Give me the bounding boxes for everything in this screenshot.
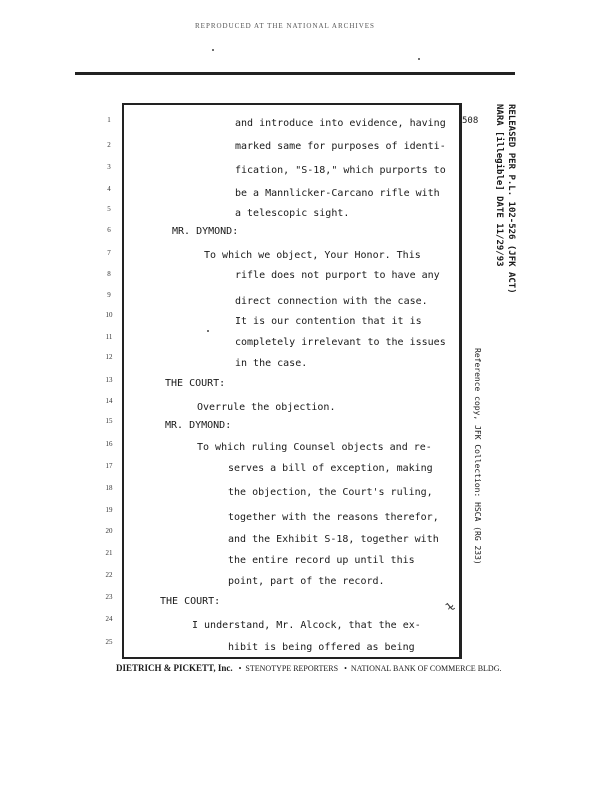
footer-services: STENOTYPE REPORTERS: [245, 664, 339, 673]
transcript-line: I understand, Mr. Alcock, that the ex-: [192, 620, 421, 631]
top-rule: [75, 72, 515, 75]
line-number: 5: [107, 205, 111, 213]
line-number: 19: [105, 506, 113, 514]
speck: [418, 58, 420, 60]
line-number: 9: [107, 291, 111, 299]
line-number: 11: [105, 333, 113, 341]
line-number: 6: [107, 226, 111, 234]
transcript-line: the objection, the Court's ruling,: [228, 487, 433, 498]
line-number: 8: [107, 270, 111, 278]
transcript-line: MR. DYMOND:: [172, 226, 239, 237]
footer: DIETRICH & PICKETT, Inc. • STENOTYPE REPORTERS • NATIONAL BANK OF COMMERCE BLDG.: [116, 663, 502, 673]
transcript-line: THE COURT:: [160, 596, 221, 607]
transcript-line: the entire record up until this: [228, 555, 415, 566]
transcript-line: completely irrelevant to the issues: [235, 337, 446, 348]
line-number: 22: [105, 571, 113, 579]
line-number: 20: [105, 527, 113, 535]
line-number: 12: [105, 353, 113, 361]
line-number: 25: [105, 638, 113, 646]
line-number: 18: [105, 484, 113, 492]
line-number: 24: [105, 615, 113, 623]
line-number: 3: [107, 163, 111, 171]
page-number: 508: [462, 116, 479, 126]
line-number: 15: [105, 417, 113, 425]
release-stamp-date: NARA [illegible] DATE 11/29/93: [494, 104, 504, 267]
reference-copy-stamp: Reference copy, JFK Collection: HSCA (RG 233): [473, 348, 482, 565]
transcript-line: and the Exhibit S-18, together with: [228, 534, 439, 545]
line-number: 10: [105, 311, 113, 319]
transcript-line: fication, "S-18," which purports to: [235, 165, 446, 176]
footer-firm: DIETRICH & PICKETT, Inc.: [116, 663, 233, 673]
transcript-line: hibit is being offered as being: [228, 642, 415, 653]
line-number: 2: [107, 141, 111, 149]
transcript-line: a telescopic sight.: [235, 208, 350, 219]
line-number: 14: [105, 397, 113, 405]
line-number: 16: [105, 440, 113, 448]
transcript-line: marked same for purposes of identi-: [235, 141, 446, 152]
transcript-line: serves a bill of exception, making: [228, 463, 433, 474]
transcript-line: To which we object, Your Honor. This: [204, 250, 421, 261]
release-stamp: RELEASED PER P.L. 102-526 (JFK ACT): [506, 104, 516, 294]
line-number: 1: [107, 116, 111, 124]
transcript-line: It is our contention that it is: [235, 316, 422, 327]
line-number: 7: [107, 249, 111, 257]
transcript-line: together with the reasons therefor,: [228, 512, 439, 523]
transcript-line: THE COURT:: [165, 378, 226, 389]
line-number: 13: [105, 376, 113, 384]
transcript-line: and introduce into evidence, having: [235, 118, 446, 129]
line-number: 23: [105, 593, 113, 601]
speck: [212, 49, 214, 51]
line-number: 4: [107, 185, 111, 193]
archives-header-stamp: REPRODUCED AT THE NATIONAL ARCHIVES: [195, 22, 375, 30]
handwritten-mark: ɫ: [443, 599, 458, 615]
speck: [207, 330, 209, 332]
transcript-line: be a Mannlicker-Carcano rifle with: [235, 188, 440, 199]
transcript-line: point, part of the record.: [228, 576, 385, 587]
transcript-line: To which ruling Counsel objects and re-: [197, 442, 432, 453]
footer-address: NATIONAL BANK OF COMMERCE BLDG.: [350, 664, 502, 673]
transcript-line: rifle does not purport to have any: [235, 270, 440, 281]
transcript-line: in the case.: [235, 358, 308, 369]
transcript-line: direct connection with the case.: [235, 296, 428, 307]
line-number: 17: [105, 462, 113, 470]
transcript-line: Overrule the objection.: [197, 402, 336, 413]
transcript-line: MR. DYMOND:: [165, 420, 232, 431]
line-number: 21: [105, 549, 113, 557]
